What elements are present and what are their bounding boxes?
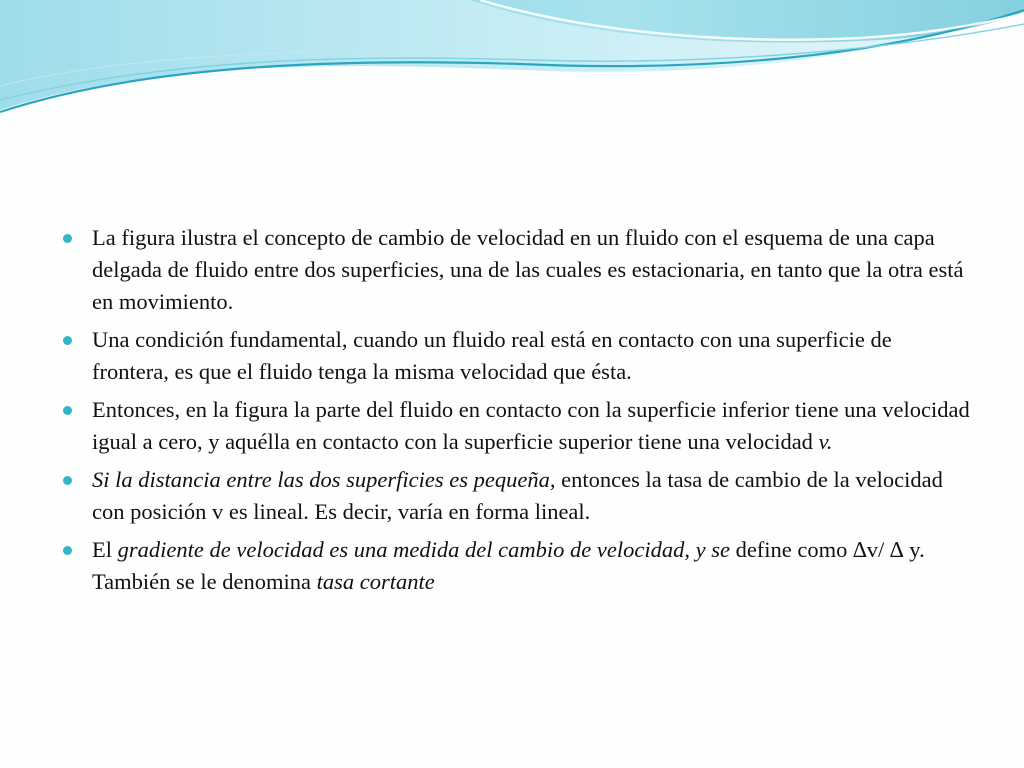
bullet-list (62, 222, 972, 604)
bullet-item (62, 222, 972, 318)
bullet-text: El (92, 537, 118, 562)
bullet-text: entonces la tasa de cambio de la velocidad con posición v es lineal. Es decir, varía en forma lineal. (92, 467, 943, 524)
bullet-text-italic: Si la distancia entre las dos superficies es pequeña, (92, 467, 556, 492)
bullet-text: Una condición fundamental, cuando un fluido real está en contacto con una superficie de frontera, es que el fluido tenga la misma velocidad que ésta. (92, 327, 892, 384)
bullet-text-italic: tasa cortante (316, 569, 435, 594)
bullet-dot-icon (63, 546, 72, 555)
bullet-text: La figura ilustra el concepto de cambio de velocidad en un fluido con el esquema de una capa delgada de fluido entre dos superficies, una de las cuales es estacionaria, en tanto que la otra está en movimiento. (92, 225, 964, 314)
bullet-dot-icon (63, 476, 72, 485)
bullet-item (62, 394, 972, 458)
bullet-text: Entonces, en la figura la parte del fluido en contacto con la superficie inferior tiene una velocidad igual a cero, y aquélla en contacto con la superficie superior tiene una velocidad (92, 397, 970, 454)
bullet-dot-icon (63, 406, 72, 415)
bullet-text-italic: gradiente de velocidad es una medida del cambio de velocidad, y se (117, 537, 730, 562)
header-wave-decoration (0, 0, 1024, 130)
bullet-dot-icon (63, 336, 72, 345)
bullet-text: define como ∆v/ ∆ y. También se le denomina (92, 537, 925, 594)
bullet-text-italic: v. (818, 429, 833, 454)
bullet-item (62, 324, 972, 388)
bullet-item (62, 534, 972, 598)
bullet-dot-icon (63, 234, 72, 243)
bullet-item (62, 464, 972, 528)
